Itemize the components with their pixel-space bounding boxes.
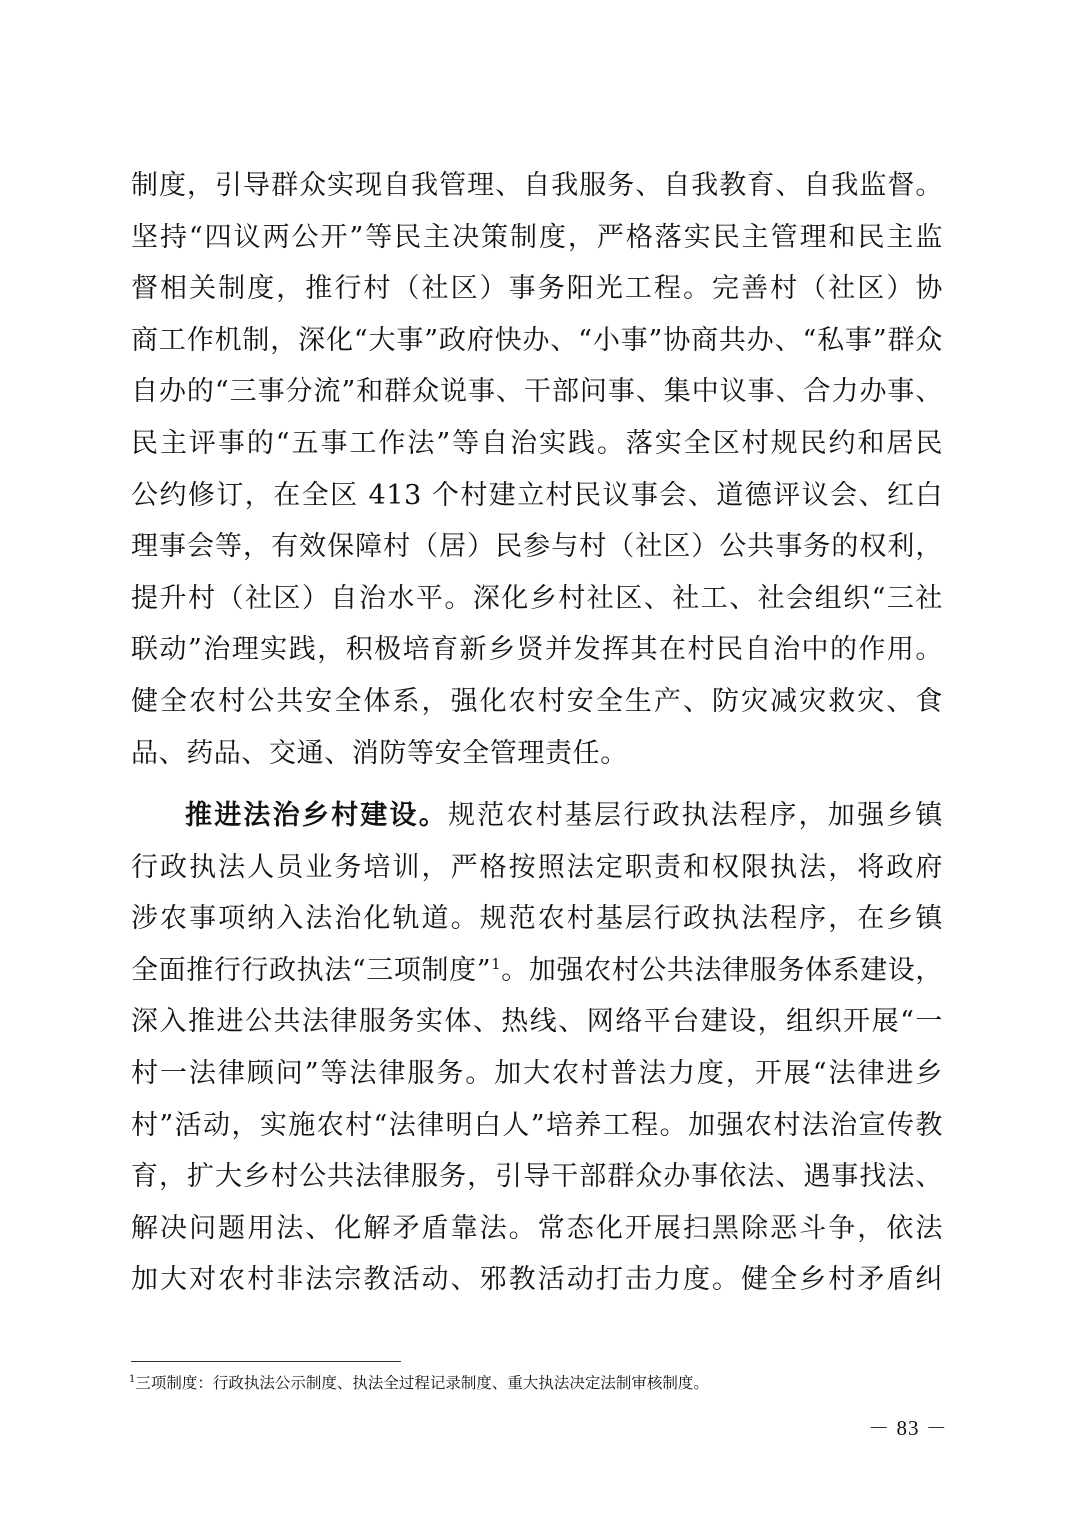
text-line: 品、药品、交通、消防等安全管理责任。 xyxy=(131,737,628,769)
footnote xyxy=(129,1372,709,1394)
text-line: 加大对农村非法宗教活动、邪教活动打击力度。健全乡村矛盾纠 xyxy=(131,1264,943,1296)
text-line: 解决问题用法、化解矛盾靠法。常态化开展扫黑除恶斗争，依法 xyxy=(131,1212,943,1244)
text-line: 制度，引导群众实现自我管理、自我服务、自我教育、自我监督。 xyxy=(131,170,943,201)
paragraph-heading: 推进法治乡村建设。 xyxy=(185,800,448,831)
footnote-mark: 1 xyxy=(129,1373,136,1385)
text-line: 涉农事项纳入法治化轨道。规范农村基层行政执法程序，在乡镇 xyxy=(131,903,943,935)
text-line: 行政执法人员业务培训，严格按照法定职责和权限执法，将政府 xyxy=(131,851,943,883)
text-line: 督相关制度，推行村（社区）事务阳光工程。完善村（社区）协 xyxy=(131,273,943,305)
paragraph-rule-of-law-village xyxy=(131,790,943,1306)
text-span: 全面推行行政执法“三项制度” xyxy=(131,954,492,986)
text-span: 规范农村基层行政执法程序，加强乡镇 xyxy=(447,800,944,831)
footnote-divider xyxy=(131,1361,401,1362)
paragraph-first-line xyxy=(131,790,943,842)
text-line: 商工作机制，深化“大事”政府快办、“小事”协商共办、“私事”群众 xyxy=(131,324,943,356)
footnote-text: 三项制度：行政执法公示制度、执法全过程记录制度、重大执法决定法制审核制度。 xyxy=(135,1374,709,1392)
footnote-reference[interactable]: 1 xyxy=(491,954,502,973)
text-line: 理事会等，有效保障村（居）民参与村（社区）公共事务的权利， xyxy=(131,531,943,563)
text-line-with-footnote xyxy=(131,945,943,997)
text-line: 健全农村公共安全体系，强化农村安全生产、防灾减灾救灾、食 xyxy=(131,685,943,717)
text-line: 自办的“三事分流”和群众说事、干部问事、集中议事、合力办事、 xyxy=(131,376,943,408)
paragraph-grassroots-autonomy xyxy=(131,160,943,779)
text-line: 联动”治理实践，积极培育新乡贤并发挥其在村民自治中的作用。 xyxy=(131,634,943,666)
text-line: 深入推进公共法律服务实体、热线、网络平台建设，组织开展“一 xyxy=(131,1006,943,1038)
text-span: 。加强农村公共法律服务体系建设， xyxy=(501,954,943,986)
text-line: 民主评事的“五事工作法”等自治实践。落实全区村规民约和居民 xyxy=(131,427,943,459)
text-line: 公约修订，在全区 413 个村建立村民议事会、道德评议会、红白 xyxy=(131,479,943,511)
text-line: 坚持“四议两公开”等民主决策制度，严格落实民主管理和民主监 xyxy=(131,221,943,253)
text-line: 村”活动，实施农村“法律明白人”培养工程。加强农村法治宣传教 xyxy=(131,1109,943,1141)
page-number: － 83 － xyxy=(868,1416,948,1440)
text-line: 村一法律顾问”等法律服务。加大农村普法力度，开展“法律进乡 xyxy=(131,1057,943,1089)
text-line: 提升村（社区）自治水平。深化乡村社区、社工、社会组织“三社 xyxy=(131,582,943,614)
text-line: 育，扩大乡村公共法律服务，引导干部群众办事依法、遇事找法、 xyxy=(131,1161,943,1193)
